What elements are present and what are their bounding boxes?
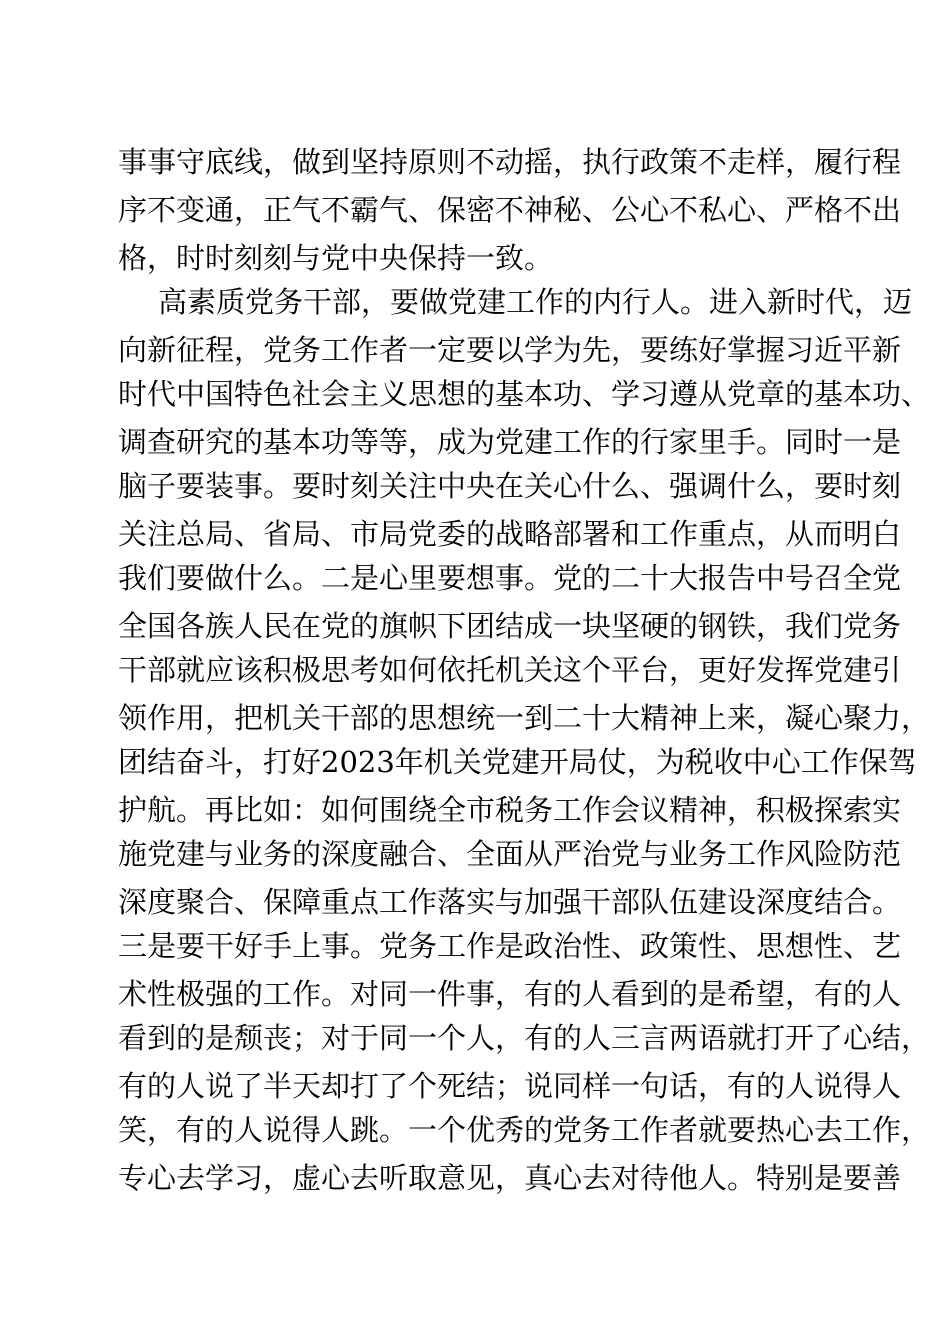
text-line: 格，时时刻刻与党中央保持一致。 [118,241,554,275]
text-line: 事事守底线，做到坚持原则不动摇，执行政策不走样，履行程 [118,145,902,179]
text-line: 干部就应该积极思考如何依托机关这个平台，更好发挥党建引 [118,653,902,687]
paragraph-start-line: 高素质党务干部，要做党建工作的内行人。进入新时代，迈 [158,285,913,319]
text-line: 深度聚合、保障重点工作落实与加强干部队伍建设深度结合。 [118,885,902,919]
text-line: 看到的是颓丧；对于同一个人，有的人三言两语就打开了心结， [118,1021,931,1055]
text-line: 向新征程，党务工作者一定要以学为先，要练好掌握习近平新 [118,333,902,367]
text-line: 有的人说了半天却打了个死结；说同样一句话，有的人说得人 [118,1069,902,1103]
text-line: 关注总局、省局、市局党委的战略部署和工作重点，从而明白 [118,517,902,551]
text-line: 我们要做什么。二是心里要想事。党的二十大报告中号召全党 [118,561,902,595]
text-line: 术性极强的工作。对同一件事，有的人看到的是希望，有的人 [118,977,902,1011]
text-line: 专心去学习，虚心去听取意见，真心去对待他人。特别是要善 [118,1161,902,1195]
text-line: 护航。再比如：如何围绕全市税务工作会议精神，积极探索实 [118,793,902,827]
text-line: 施党建与业务的深度融合、全面从严治党与业务工作风险防范 [118,837,902,871]
text-line: 序不变通，正气不霸气、保密不神秘、公心不私心、严格不出 [118,193,902,227]
text-line: 调查研究的基本功等等，成为党建工作的行家里手。同时一是 [118,425,902,459]
text-line: 脑子要装事。要时刻关注中央在关心什么、强调什么，要时刻 [118,469,902,503]
text-line: 团结奋斗，打好2023年机关党建开局仗，为税收中心工作保驾 [118,745,917,779]
text-line: 笑，有的人说得人跳。一个优秀的党务工作者就要热心去工作， [118,1113,931,1147]
text-line: 全国各族人民在党的旗帜下团结成一块坚硬的钢铁，我们党务 [118,609,902,643]
text-line: 领作用，把机关干部的思想统一到二十大精神上来，凝心聚力， [118,701,931,735]
text-line: 时代中国特色社会主义思想的基本功、学习遵从党章的基本功、 [118,377,931,411]
text-line: 三是要干好手上事。党务工作是政治性、政策性、思想性、艺 [118,929,902,963]
